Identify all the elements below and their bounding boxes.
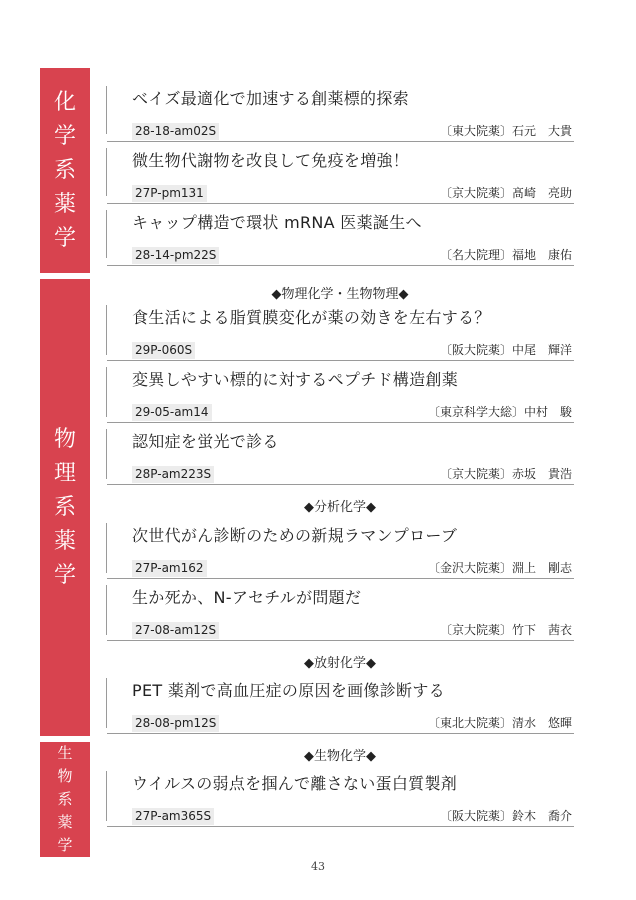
sidebar-char: 学 bbox=[53, 562, 76, 588]
entry-code: 27P-am365S bbox=[132, 808, 214, 825]
entry bbox=[106, 305, 574, 355]
entry-affiliation: 〔東大院薬〕石元 大貴 bbox=[439, 124, 572, 138]
entry-code: 28P-am223S bbox=[132, 466, 214, 483]
entry-title: PET 薬剤で高血圧症の原因を画像診断する bbox=[132, 681, 445, 700]
entry-title: キャップ構造で環状 mRNA 医薬誕生へ bbox=[132, 213, 422, 232]
entry-code: 28-18-am02S bbox=[132, 123, 219, 140]
entry bbox=[106, 148, 574, 200]
entry-meta bbox=[107, 342, 574, 361]
sidebar-char: 薬 bbox=[57, 813, 73, 831]
sidebar-char: 薬 bbox=[53, 191, 76, 217]
entry-meta bbox=[107, 123, 574, 142]
entry-title: ウイルスの弱点を掴んで離さない蛋白質製剤 bbox=[132, 774, 458, 793]
entry-code: 28-14-pm22S bbox=[132, 247, 219, 264]
entry-code: 29-05-am14 bbox=[132, 404, 212, 421]
entry bbox=[106, 429, 574, 479]
entry-code: 29P-060S bbox=[132, 342, 195, 359]
entry-title: 変異しやすい標的に対するペプチド構造創薬 bbox=[132, 370, 459, 389]
sidebar-char: 学 bbox=[57, 836, 73, 854]
entry-meta bbox=[107, 715, 574, 734]
entry-affiliation: 〔名大院理〕福地 康佑 bbox=[439, 248, 572, 262]
entry-title: 次世代がん診断のための新規ラマンプローブ bbox=[132, 526, 458, 545]
entry-code: 27P-pm131 bbox=[132, 185, 207, 202]
entry-meta bbox=[107, 808, 574, 827]
entry-meta bbox=[107, 185, 574, 204]
entry bbox=[106, 523, 574, 573]
sidebar-char: 物 bbox=[57, 767, 73, 785]
entry bbox=[106, 585, 574, 635]
sidebar-char: 系 bbox=[57, 790, 73, 808]
sidebar-char: 学 bbox=[53, 123, 76, 149]
entry-meta bbox=[107, 466, 574, 485]
sidebar-biology bbox=[40, 742, 90, 857]
sidebar-char: 系 bbox=[53, 494, 76, 520]
entry-meta bbox=[107, 247, 574, 266]
entry-meta bbox=[107, 404, 574, 423]
entry bbox=[106, 771, 574, 821]
section-heading: ◆分析化学◆ bbox=[304, 500, 376, 515]
sidebar-char: 物 bbox=[53, 426, 76, 452]
entry bbox=[106, 210, 574, 262]
entry-title: ベイズ最適化で加速する創薬標的探索 bbox=[132, 89, 409, 108]
entry-meta bbox=[107, 560, 574, 579]
sidebar-char: 理 bbox=[53, 460, 76, 486]
sidebar-chemistry bbox=[40, 68, 90, 273]
entry-affiliation: 〔阪大院薬〕中尾 輝洋 bbox=[439, 343, 572, 357]
section-heading: ◆放射化学◆ bbox=[304, 656, 376, 671]
entry-affiliation: 〔京大院薬〕赤坂 貴浩 bbox=[439, 467, 572, 481]
entry bbox=[106, 86, 574, 138]
sidebar-char: 学 bbox=[53, 225, 76, 251]
entry-affiliation: 〔京大院薬〕髙崎 亮助 bbox=[439, 186, 572, 200]
entry bbox=[106, 678, 574, 728]
entry-code: 27-08-am12S bbox=[132, 622, 219, 639]
entry-title: 食生活による脂質膜変化が薬の効きを左右する？ bbox=[132, 308, 491, 327]
entry-affiliation: 〔東京科学大総〕中村 駿 bbox=[427, 405, 572, 419]
entry-affiliation: 〔東北大院薬〕清水 悠暉 bbox=[427, 716, 572, 730]
entry-title: 生か死か、N-アセチルが問題だ bbox=[132, 588, 362, 607]
sidebar-physics bbox=[40, 279, 90, 736]
entry-affiliation: 〔阪大院薬〕鈴木 喬介 bbox=[439, 809, 572, 823]
entry-affiliation: 〔金沢大院薬〕淵上 剛志 bbox=[427, 561, 572, 575]
entry-meta bbox=[107, 622, 574, 641]
sidebar-char: 薬 bbox=[53, 528, 76, 554]
entry-affiliation: 〔京大院薬〕竹下 茜衣 bbox=[439, 623, 572, 637]
sidebar-char: 生 bbox=[57, 744, 73, 762]
entry-title: 微生物代謝物を改良して免疫を増強！ bbox=[132, 151, 410, 170]
section-heading: ◆物理化学・生物物理◆ bbox=[271, 287, 409, 302]
page-number: 43 bbox=[311, 860, 325, 873]
entry bbox=[106, 367, 574, 417]
sidebar-char: 系 bbox=[53, 157, 76, 183]
entry-code: 27P-am162 bbox=[132, 560, 207, 577]
section-heading: ◆生物化学◆ bbox=[304, 749, 376, 764]
sidebar-char: 化 bbox=[53, 89, 76, 115]
entry-title: 認知症を蛍光で診る bbox=[132, 432, 279, 451]
entry-code: 28-08-pm12S bbox=[132, 715, 219, 732]
